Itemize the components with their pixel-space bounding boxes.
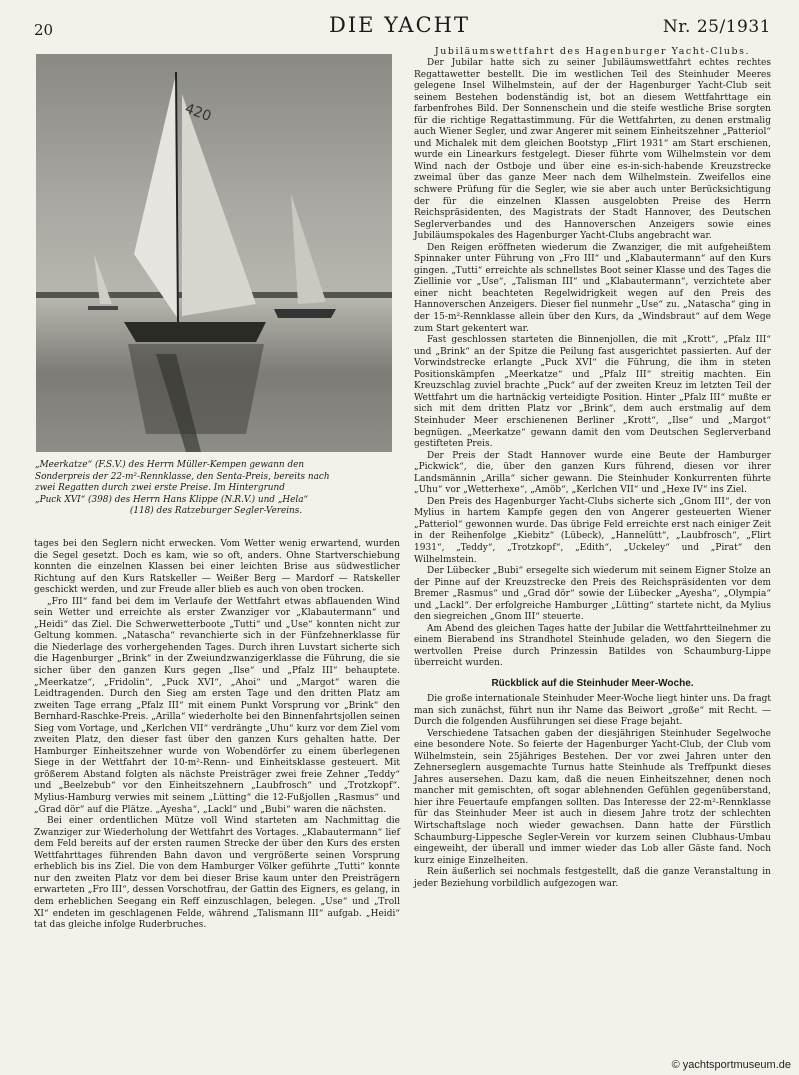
- paragraph: Den Preis des Hagenburger Yacht-Clubs sicherte sich „Gnom III“, der von Mylius in hartem Kampfe gegen den von Angerer gesteuerten Wiener „Patteriol“ gewonnen wurde. Das übrige Feld erreichte erst nach einiger Zeit in der Reihenfolge „Kiebitz“ (Lübeck), „Hannelütt“, „Laubfrosch“, „Flirt 1931“, „Teddy“, „Trotzkopf“, „Edith“, „Uckeley“ und „Pirat“ den Wilhelmstein.: [414, 496, 771, 565]
- paragraph: Der Jubilar hatte sich zu seiner Jubiläumswettfahrt echtes rechtes Regattawetter bestellt. Die im westlichen Teil des Steinhuder Meeres gelegene Insel Wilhelmstein, auf der der Hagenburger Yacht-Club seit seinem Bestehen bodenständig ist, bot an diesem Wettfahrttage ein farbenfrohes Bild. Der Sonnenschein und die steife westliche Brise sorgten für die richtige Regattastimmung. Für die Wettfahrten, zu denen erstmalig auch Wiener Segler, und zwar Angerer mit seinem Einheitszehner „Patteriol“ und Michalek mit dem gleichen Bootstyp „Flirt 1931“ am Start erschienen, wurde ein Linearkurs festgelegt. Dieser führte vom Wilhelmstein vor dem Wind nach der Ostboje und über eine es-in-sich-habende Kreuzstrecke zweimal über das ganze Meer nach dem Wilhelmstein. Zweifellos eine schwere Prüfung für die Segler, wie sie aber auch unter Berücksichtigung der für die einzelnen Klassen ausgelobten Preise des Herrn Reichspräsidenten, des Magistrats der Stadt Hannover, des Deutschen Seglerverbandes und des Hannoverschen Anzeigers sowie eines Jubiläumspokales des Hagenburger Yacht-Clubs angebracht war.: [414, 58, 771, 242]
- paragraph: „Fro III“ fand bei dem im Verlaufe der Wettfahrt etwas abflauenden Wind sein Wetter und erreichte als erster Zwanziger vor „Klabautermann“ und „Heidi“ das Ziel. Die Schwerwetterboote „Tutti“ und „Use“ konnten nicht zur Geltung kommen. „Natascha“ revanchierte sich in der Fünfzehnerklasse für die Niederlage des vorhergehenden Tages. Durch ihren Luvstart sicherte sich die Hagenburger „Brink“ in der Zweiundzwanzigerklasse die Führung, die sie sicher über den ganzen Kurs gegen „Ilse“ und „Pfalz III“ behauptete. „Meerkatze“, „Fridolin“, „Puck XVI“, „Ahoi“ und „Margot“ waren die Leidtragenden. Durch den Sieg am ersten Tage und den dritten Platz am zweiten Tage errang „Pfalz III“ mit einem Punkt Vorsprung vor „Brink“ den Bernhard-Raschke-Preis. „Arilla“ wiederholte bei den Binnenfahrtsjollen seinen Sieg vom Vortage, und „Kerlchen VII“ verdrängte „Uhu“ kurz vor dem Ziel vom zweiten Platz, den dieser fast über den ganzen Kurs gehalten hatte. Der Hamburger Einheitszehner wurde von Wobendörfer zu einem überlegenen Siege in der Wettfahrt der 10-m²-Renn- und Einheitsklasse gesteuert. Mit größerem Abstand folgten als nächste Preisträger zwei freie Zehner „Teddy“ und „Beelzebub“ vor den Einheitszehnern „Laubfrosch“ und „Trotzkopf“. Mylius-Hamburg verwies mit seinem „Lütting“ die 12-Fußjollen „Rasmus“ und „Grad dör“ auf die Plätze. „Ayesha“, „Lackl“ und „Bubi“ waren die nächsten.: [34, 596, 400, 815]
- issue-number: Nr. 25/1931: [662, 17, 771, 37]
- paragraph: Rein äußerlich sei nochmals festgestellt, daß die ganze Veranstaltung in jeder Beziehung vorbildlich aufgezogen war.: [414, 867, 771, 889]
- photo-caption: [35, 460, 397, 518]
- paragraph: Der Lübecker „Bubi“ ersegelte sich wiederum mit seinem Eigner Stolze an der Pinne auf der Kreuzstrecke den Preis des Reichspräsidenten vor dem Bremer „Rasmus“ und „Grad dör“ sowie der Lübecker „Ayesha“, „Olympia“ und „Lackl“. Der erfolgreiche Hamburger „Lütting“ startete nicht, da Mylius den siegreichen „Gnom III“ steuerte.: [414, 566, 771, 623]
- paragraph: tages bei den Seglern nicht erwecken. Vom Wetter wenig erwartend, wurden die Segel gesetzt. Doch es kam, wie so oft, anders. Ohne Startverschiebung konnten die einzelnen Klassen bei einer leichten Brise aus südwestlicher Richtung auf den Kurs Ratskeller — Weißer Berg — Mardorf — Ratskeller geschickt werden, und zur Freude aller blieb es auch von oben trocken.: [34, 539, 400, 596]
- caption-line: zwei Regatten durch zwei erste Preise. Im Hintergrund: [35, 483, 285, 494]
- left-column-text: [34, 539, 400, 932]
- paragraph: Den Reigen eröffneten wiederum die Zwanziger, die mit aufgeheißtem Spinnaker unter Führung von „Fro III“ und „Klabautermann“ auf den Kurs gingen. „Tutti“ erreichte als schnellstes Boot seiner Klasse und des Tages die Ziellinie vor „Use“, „Talisman III“ und „Klabautermann“, verzichtete aber einer nicht beachteten Regelwidrigkeit wegen auf den Preis des Hannoverschen Anzeigers. Dieser fiel nunmehr „Use“ zu. „Natascha“ ging in der 15-m²-Rennklasse allein über den Kurs, da „Windsbraut“ auf dem Wege zum Start gekentert war.: [414, 242, 771, 334]
- caption-line: Sonderpreis der 22-m²-Rennklasse, den Senta-Preis, bereits nach: [35, 471, 330, 482]
- caption-line: (118) des Ratzeburger Segler-Vereins.: [129, 506, 303, 517]
- section-title: Jubiläumswettfahrt des Hagenburger Yacht-Clubs.: [434, 46, 751, 57]
- subsection-title: Rückblick auf die Steinhuder Meer-Woche.: [491, 677, 694, 689]
- caption-line: „Meerkatze“ (F.S.V.) des Herrn Müller-Kempen gewann den: [35, 460, 305, 470]
- sailboat-photo-svg: [36, 54, 392, 452]
- boat-hull: [124, 322, 266, 342]
- paragraph: Am Abend des gleichen Tages hatte der Jubilar die Wettfahrtteilnehmer zu einem Bierabend ins Strandhotel Steinhude geladen, wo den Siegern die wertvollen Preise durch Prinzessin Batildes von Schaumburg-Lippe überreicht wurden.: [414, 623, 771, 669]
- sailboat-photo: [36, 54, 392, 452]
- sail-number: 420: [182, 100, 214, 125]
- magazine-title: DIE YACHT: [329, 13, 470, 37]
- paragraph: Fast geschlossen starteten die Binnenjollen, die mit „Krott“, „Pfalz III“ und „Brink“ an der Spitze die Peilung fast ausgerichtet passierten. Auf der Vorwindstrecke erlangte „Puck XVI“ die Führung, die ihm in steten Positionskämpfen „Meerkatze“ und „Pfalz III“ streitig machten. Ein Kreuzschlag zuviel brachte „Puck“ auf der zweiten Kreuz im letzten Teil der Wettfahrt um die hartnäckig verteidigte Position. Hinter „Pfalz III“ mußte er sich mit dem dritten Platz vor „Brink“, dem auch erstmalig auf dem Steinhuder Meer erschienenen Berliner „Krott“, „Ilse“ und „Margot“ begnügen. „Meerkatze“ gewann damit den vom Deutschen Seglerverband gestifteten Preis.: [414, 335, 771, 450]
- watermark: © yachtsportmuseum.de: [671, 1059, 791, 1071]
- caption-line: „Puck XVI“ (398) des Herrn Hans Klippe (N.R.V.) und „Hela“: [35, 494, 309, 505]
- right-column: [414, 46, 771, 890]
- left-column-top: [34, 52, 400, 518]
- paragraph: Der Preis der Stadt Hannover wurde eine Beute der Hamburger „Pickwick“, die, über den ganzen Kurs führend, diesen vor ihrer Landsmännin „Arilla“ sicher gewann. Die Steinhuder Konkurrenten führte „Uhu“ vor „Wetterhexe“, „Amöb“, „Kerlchen VII“ und „Hexe IV“ ins Ziel.: [414, 450, 771, 496]
- paragraph: Verschiedene Tatsachen gaben der diesjährigen Steinhuder Segelwoche eine besondere Note. So feierte der Hagenburger Yacht-Club, der Club vom Wilhelmstein, sein 25jähriges Bestehen. Der vor zwei Jahren unter den Zehnerseglern ausgemachte Turnus hatte Steinhude als Treffpunkt dieses Jahres ausersehen. Dazu kam, daß die neuen Einheitszehner, denen noch mancher mit gemischten, oft sogar ablehnenden Gefühlen gegenüberstand, hier ihre Feuertaufe empfangen sollten. Das Interesse der 22-m²-Rennklasse für das Steinhuder Meer ist auch in diesem Jahre trotz der schlechten Wirtschaftslage noch wieder gewachsen. Dann hatte der Fürstlich Schaumburg-Lippesche Segler-Verein vor kurzem seinen Clubhaus-Umbau eingeweiht, der überall und immer wieder das Lob aller Gäste fand. Noch kurz einige Einzelheiten.: [414, 728, 771, 866]
- paragraph: Die große internationale Steinhuder Meer-Woche liegt hinter uns. Da fragt man sich zunächst, führt nun ihr Name das Beiwort „große“ mit Recht. — Durch die folgenden Ausführungen sei diese Frage bejaht.: [414, 693, 771, 728]
- paragraph: Bei einer ordentlichen Mütze voll Wind starteten am Nachmittag die Zwanziger zur Wiederholung der Wettfahrt des Vortages. „Klabautermann“ lief dem Feld bereits auf der ersten raumen Strecke der über den Kurs des ersten Wettfahrttages führenden Bahn davon und vergrößerte seinen Vorsprung erheblich bis ins Ziel. Die von dem Hamburger Völker geführte „Tutti“ konnte nur den zweiten Platz vor dem bei dieser Brise kaum unter den Preisträgern erwarteten „Fro III“, dessen Vorschotfrau, der Gattin des Eigners, es gelang, in dem erheblichen Seegang ein Reff einzuschlagen, belegen. „Use“ und „Troll XI“ endeten im geschlagenen Felde, während „Talismann III“ aufgab. „Heidi“ tat das gleiche infolge Ruderbruches.: [34, 816, 400, 931]
- page-number: 20: [34, 21, 54, 39]
